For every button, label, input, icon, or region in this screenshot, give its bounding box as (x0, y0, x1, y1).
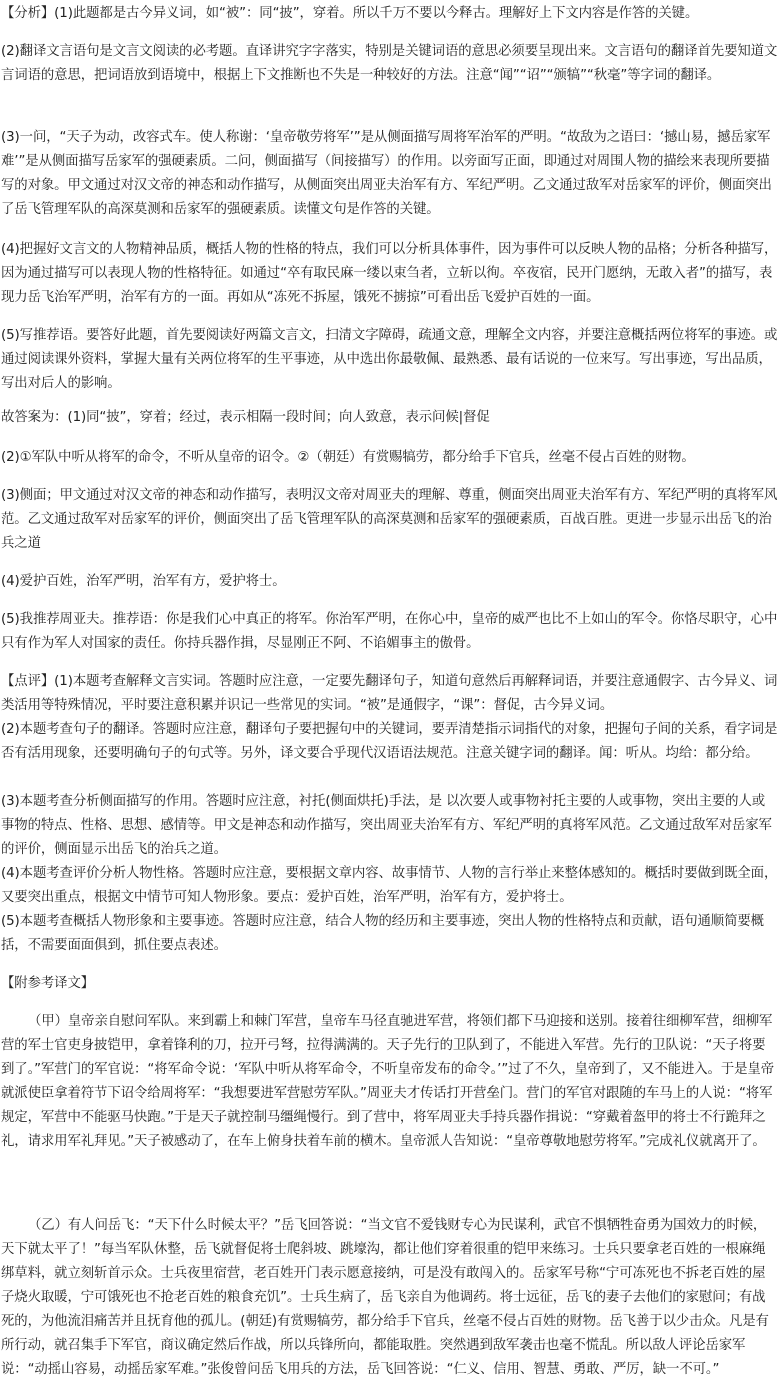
translation-yi: （乙）有人问岳飞：“天下什么时候太平？”岳飞回答说：“当文官不爱钱财专心为民谋利，武官不惧牺牲奋勇为国效力的时候，天下就太平了！”每当军队休整，岳飞就督促将士爬斜坡、跳壕沟，都让他们穿着很重的铠甲来练习。士兵只要拿老百姓的一根麻绳绑草料，就立刻斩首示众。士兵夜里宿营，老百姓开门表示愿意接纳，可是没有敢闯入的。岳家军号称“宁可冻死也不拆老百姓的屋子烧火取暖，宁可饿死也不抢老百姓的粮食充饥”。士兵生病了，岳飞亲自为他调药。将士远征，岳飞的妻子去他们的家慰问；有战死的，为他流泪痛苦并且抚育他的孤儿。(朝廷)有赏赐犒劳，都分给手下官兵，丝毫不侵占百姓的财物。岳飞善于以少击众。凡是有所行动，就召集手下军官，商议确定然后作战，所以兵锋所向，都能取胜。突然遇到敌军袭击也毫不慌乱。所以敌人评论岳家军说：“动摇山容易，动摇岳家军难。”张俊曾问岳飞用兵的方法，岳飞回答说：“仁义、信用、智慧、勇敢、严厉，缺一不可。” (1, 1218, 769, 1377)
analysis-paragraph-4: (4)把握好文言文的人物精神品质，概括人物的性格的特点，我们可以分析具体事件，因为事件可以反映人物的品格；分析各种描写，因为通过描写可以表现人物的性格特征。如通过“卒有取民麻一缕以束刍者，立斩以徇。卒夜宿，民开门愿纳，无敢入者”的描写，表现力岳飞治军严明，治军有方的一面。再如从“冻死不拆屋，饿死不掳掠”可看出岳飞爱护百姓的一面。 (1, 242, 778, 305)
comment-item-1: 【点评】(1)本题考查解释文言实词。答题时应注意，一定要先翻译句子，知道句意然后再解释词语，并要注意通假字、古今异义、词类活用等特殊情况，平时要注意积累并识记一些常见的实词。“被”是通假字，“课”：督促，古今异义词。 (1, 674, 778, 713)
answer-line-4: (4)爱护百姓，治军严明，治军有方，爱护将士。 (1, 574, 286, 589)
translation-jia: （甲）皇帝亲自慰问军队。来到霸上和棘门军营，皇帝车马径直驰进军营，将领们都下马迎接和送别。接着往细柳军营，细柳军营的军士官吏身披铠甲，拿着锋利的刀，拉开弓弩，拉得满满的。天子先行的卫队到了，不能进入军营。先行的卫队说：“天子将要到了。”军营门的军官说：“将军命令说：‘军队中听从将军命令，不听皇帝发布的命令。’”过了不久，皇帝到了，又不能进入。于是皇帝就派使臣拿着符节下诏令给周将军：“我想要进军营慰劳军队。”周亚夫才传话打开营垒门。营门的军官对跟随的车马上的人说：“将军规定，军营中不能驱马快跑。”于是天子就控制马缰绳慢行。到了营中，将军周亚夫手持兵器作揖说：“穿戴着盔甲的将士不行跪拜之礼，请求用军礼拜见。”天子被感动了，在车上俯身扶着车前的横木。皇帝派人告知说：“皇帝尊敬地慰劳将军。”完成礼仪就离开了。 (1, 1014, 774, 1149)
answer-line-2: (2)①军队中听从将军的命令，不听从皇帝的诏令。②（朝廷）有赏赐犒劳，都分给手下官兵，丝毫不侵占百姓的财物。 (1, 450, 695, 465)
analysis-paragraph-3: (3)一问，“天子为动，改容式车。使人称谢：‘皇帝敬劳将军’”是从侧面描写周将军治军的严明。“故敌为之语曰：‘撼山易，撼岳家军难’”是从侧面描写岳家军的强硬素质。二问，侧面描写（间接描写）的作用。以旁面写正面，即通过对周围人物的描绘来表现所要描写的对象。甲文通过对汉文帝的神态和动作描写，从侧面突出周亚夫治军有方、军纪严明。乙文通过敌军对岳家军的评价，侧面突出了岳飞管理军队的高深莫测和岳家军的强硬素质。读懂文句是作答的关键。 (1, 130, 772, 217)
comment-item-2: (2)本题考查句子的翻译。答题时应注意，翻译句子要把握句中的关键词，要弄清楚指示词指代的对象，把握句子间的关系，看字词是否有活用现象，还要明确句子的句式等。另外，译文要合乎现代汉语语法规范。注意关键字词的翻译。闻：听从。均给：都分给。 (1, 722, 778, 761)
answer-line-5: (5)我推荐周亚夫。推荐语：你是我们心中真正的将军。你治军严明，在你心中，皇帝的威严也比不上如山的军令。你恪尽职守，心中只有作为军人对国家的责任。你持兵器作揖，尽显刚正不阿、不谄媚事主的傲骨。 (1, 612, 778, 651)
analysis-paragraph-2: (2)翻译文言语句是文言文阅读的必考题。直译讲究字字落实，特别是关键词语的意思必须要呈现出来。文言语句的翻译首先要知道文言词语的意思，把词语放到语境中，根据上下文推断也不失是一种较好的方法。注意“闻”“诏”“颁犒”“秋毫”等字词的翻译。 (1, 44, 778, 83)
comment-item-3: (3)本题考查分析侧面描写的作用。答题时应注意，衬托(侧面烘托)手法，是 以次要人或事物衬托主要的人或事物，突出主要的人或事物的特点、性格、思想、感情等。甲文是神态和动作描写，突出周亚夫治军有方、军纪严明的真将军风范。乙文通过敌军对岳家军的评价，侧面显示出岳飞的治兵之道。 (1, 794, 772, 857)
answer-line-3: (3)侧面；甲文通过对汉文帝的神态和动作描写，表明汉文帝对周亚夫的理解、尊重，侧面突出周亚夫治军有方、军纪严明的真将军风范。乙文通过敌军对岳家军的评价，侧面突出了岳飞管理军队的高深莫测和岳家军的强硬素质，百战百胜。更进一步显示出岳飞的治兵之道 (1, 488, 778, 551)
comment-item-4: (4)本题考查评价分析人物性格。答题时应注意，要根据文章内容、故事情节、人物的言行举止来整体感知的。概括时要做到既全面，又要突出重点，根据文中情节可知人物形象。要点：爱护百姓，治军严明，治军有方，爱护将士。 (1, 866, 778, 905)
analysis-paragraph-1: 【分析】(1)此题都是古今异义词，如“被”：同“披”，穿着。所以千万不要以今释古。理解好上下文内容是作答的关键。 (1, 6, 699, 21)
analysis-paragraph-5: (5)写推荐语。要答好此题，首先要阅读好两篇文言文，扫清文字障碍，疏通文意，理解全文内容，并要注意概括两位将军的事迹。或通过阅读课外资料，掌握大量有关两位将军的生平事迹，从中选出你最敬佩、最熟悉、最有话说的一位来写。写出事迹，写出品质，写出对后人的影响。 (1, 328, 778, 391)
comment-item-5: (5)本题考查概括人物形象和主要事迹。答题时应注意，结合人物的经历和主要事迹，突出人物的性格特点和贡献，语句通顺简要概括，不需要面面俱到，抓住要点表述。 (1, 914, 764, 953)
translation-heading: 【附参考译文】 (1, 976, 95, 991)
answer-line-1: 故答案为：(1)同“披”，穿着；经过，表示相隔一段时间；向人致意，表示问候|督促 (1, 410, 490, 425)
